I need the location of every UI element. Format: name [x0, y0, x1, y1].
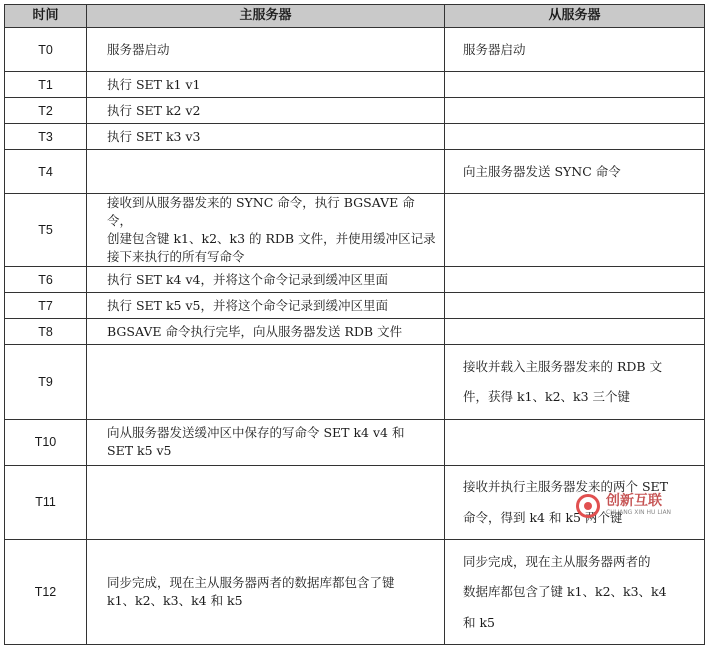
- time-cell: T8: [5, 319, 87, 345]
- slave-cell: [445, 345, 705, 420]
- master-line: 执行 SET k2 v2: [107, 102, 201, 118]
- master-cell: [87, 540, 445, 645]
- master-line: 接下来执行的所有写命令: [107, 249, 245, 264]
- master-line: 向从服务器发送缓冲区中保存的写命令 SET k4 v4 和: [107, 425, 405, 440]
- slave-cell: [445, 72, 705, 98]
- slave-cell: [445, 150, 705, 194]
- column-header-time: 时间: [5, 5, 87, 28]
- table-row: [5, 540, 705, 645]
- master-line: 执行 SET k3 v3: [107, 128, 201, 144]
- slave-cell: [445, 28, 705, 72]
- table-row: [5, 124, 705, 150]
- time-cell: T1: [5, 72, 87, 98]
- header-row: [5, 5, 705, 28]
- brand-logo-icon: [576, 494, 600, 518]
- slave-line: 接收并执行主服务器发来的两个 SET: [463, 479, 668, 494]
- table-row: [5, 267, 705, 293]
- slave-line: 和 k5: [463, 614, 496, 630]
- master-line: SET k5 v5: [107, 443, 172, 458]
- master-cell: [87, 419, 445, 465]
- master-line: 执行 SET k5 v5，并将这个命令记录到缓冲区里面: [107, 297, 388, 313]
- slave-line: 服务器启动: [463, 41, 526, 57]
- table-row: [5, 293, 705, 319]
- slave-line: 向主服务器发送 SYNC 命令: [463, 163, 621, 179]
- master-cell: [87, 150, 445, 194]
- table-row: [5, 194, 705, 267]
- watermark-sub: CHUANG XIN HU LIAN: [606, 509, 672, 516]
- master-line: 执行 SET k1 v1: [107, 76, 201, 92]
- time-cell: T9: [5, 345, 87, 420]
- time-cell: T4: [5, 150, 87, 194]
- time-cell: T10: [5, 419, 87, 465]
- slave-cell: [445, 540, 705, 645]
- table-row: [5, 319, 705, 345]
- slave-cell: [445, 419, 705, 465]
- master-cell: [87, 293, 445, 319]
- time-cell: T2: [5, 98, 87, 124]
- master-line: 执行 SET k4 v4，并将这个命令记录到缓冲区里面: [107, 271, 388, 287]
- master-cell: [87, 28, 445, 72]
- slave-cell: [445, 319, 705, 345]
- master-cell: [87, 98, 445, 124]
- slave-line: 件，获得 k1、k2、k3 三个键: [463, 389, 631, 404]
- slave-cell: [445, 98, 705, 124]
- time-cell: T3: [5, 124, 87, 150]
- table-row: [5, 150, 705, 194]
- replication-timeline-table: [4, 4, 705, 645]
- slave-cell: [445, 267, 705, 293]
- table-row: [5, 98, 705, 124]
- slave-cell: [445, 194, 705, 267]
- master-line: k1、k2、k3、k4 和 k5: [107, 593, 243, 608]
- table-row: [5, 345, 705, 420]
- column-header-slave: 从服务器: [445, 5, 705, 28]
- slave-line: 接收并载入主服务器发来的 RDB 文: [463, 358, 663, 374]
- master-cell: [87, 194, 445, 267]
- master-cell: [87, 465, 445, 540]
- time-cell: T6: [5, 267, 87, 293]
- table-row: [5, 28, 705, 72]
- slave-line: 同步完成，现在主从服务器两者的: [463, 553, 651, 569]
- slave-cell: [445, 124, 705, 150]
- master-cell: [87, 124, 445, 150]
- slave-cell: [445, 293, 705, 319]
- watermark-name: 创新互联: [606, 493, 662, 509]
- master-cell: [87, 319, 445, 345]
- table-row: [5, 72, 705, 98]
- slave-line: 命令，得到 k4 和 k5 两个键: [463, 509, 623, 525]
- master-line: 服务器启动: [107, 41, 170, 57]
- brand-watermark: [576, 493, 698, 519]
- master-cell: [87, 267, 445, 293]
- master-line: 接收到从服务器发来的 SYNC 命令，执行 BGSAVE 命令，: [107, 195, 415, 228]
- time-cell: T7: [5, 293, 87, 319]
- master-line: BGSAVE 命令执行完毕，向从服务器发送 RDB 文件: [107, 323, 403, 339]
- column-header-master: 主服务器: [87, 5, 445, 28]
- time-cell: T5: [5, 194, 87, 267]
- slave-line: 数据库都包含了键 k1、k2、k3、k4: [463, 584, 667, 599]
- time-cell: T0: [5, 28, 87, 72]
- master-cell: [87, 345, 445, 420]
- time-cell: T11: [5, 465, 87, 540]
- master-line: 同步完成，现在主从服务器两者的数据库都包含了键: [107, 575, 395, 590]
- time-cell: T12: [5, 540, 87, 645]
- master-line: 创建包含键 k1、k2、k3 的 RDB 文件，并使用缓冲区记录: [107, 231, 436, 246]
- table-row: [5, 419, 705, 465]
- master-cell: [87, 72, 445, 98]
